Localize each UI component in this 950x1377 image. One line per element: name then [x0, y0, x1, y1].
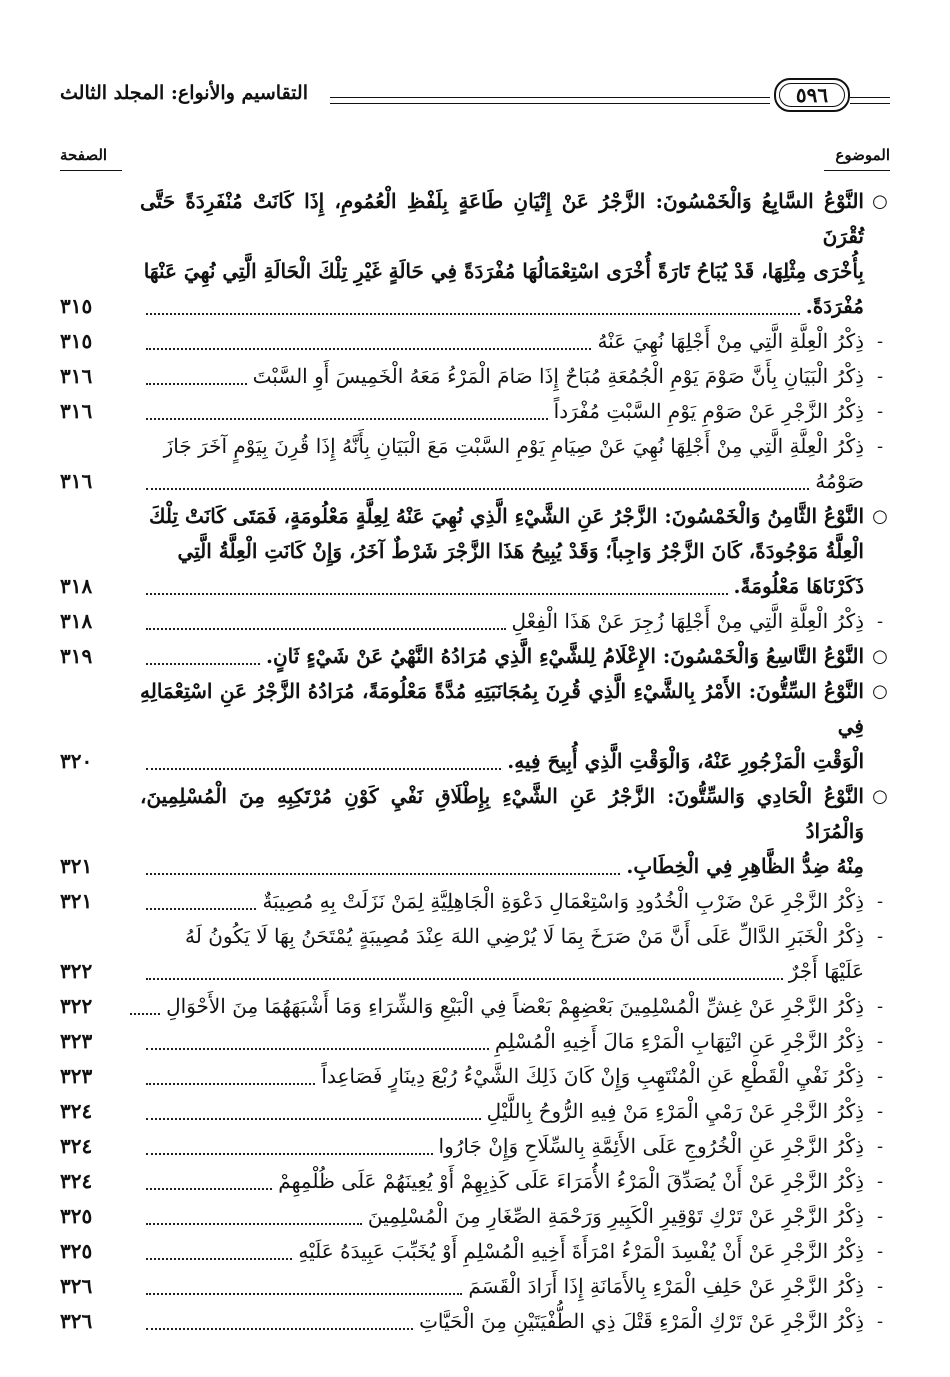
toc-subentry[interactable]	[60, 1269, 890, 1304]
entry-text	[140, 779, 864, 884]
entry-text	[140, 919, 864, 989]
entry-line: بِأُخْرَى مِثْلِهَا، قَدْ يُبَاحُ تَارَةً أُخْرَى اسْتِعْمَالُهَا مُفْرَدَةً فِي حَالَةٍ غَيْرِ تِلْكَ الْحَالَةِ الَّتِي نُهِيَ عَنْهَا	[143, 259, 864, 283]
dot-leader	[146, 628, 506, 630]
entry-page-number: ٣٢٦	[60, 1309, 93, 1333]
toc-subentry[interactable]	[60, 1024, 890, 1059]
dash-bullet-icon: -	[876, 1276, 884, 1297]
entry-text	[140, 639, 864, 674]
entry-page-number: ٣٢٤	[60, 1169, 93, 1193]
page-number-box	[774, 78, 850, 112]
dot-leader	[146, 663, 260, 665]
entry-line: النَّوْعُ السَّابِعُ وَالْخَمْسُونَ: الزَّجْرُ عَنْ إِتْيَانِ طَاعَةٍ بِلَفْظِ الْعُمُومِ، إِذَا كَانَتْ مُنْفَرِدَةً حَتَّى تُقْرَنَ	[140, 189, 864, 248]
dash-bullet-icon: -	[876, 926, 884, 947]
entry-last-line	[140, 1094, 864, 1129]
circle-bullet-icon: ○	[872, 786, 888, 807]
toc-subentry[interactable]	[60, 324, 890, 359]
toc-section-entry[interactable]	[60, 184, 890, 324]
entry-last-line	[140, 954, 864, 989]
entry-title: ذِكْرُ الزَّجْرِ عَنِ انْتِهَابِ الْمَرْءِ مَالَ أَخِيهِ الْمُسْلِمِ	[494, 1029, 864, 1053]
entry-text	[140, 1234, 864, 1269]
dash-bullet-icon: -	[876, 611, 884, 632]
table-of-contents	[60, 184, 890, 1339]
running-title: التقاسيم والأنواع: المجلد الثالث	[60, 82, 308, 104]
dash-bullet-icon: -	[876, 1206, 884, 1227]
entry-text	[140, 674, 864, 779]
entry-last-line	[140, 1199, 864, 1234]
entry-text	[140, 499, 864, 604]
page-column-header: الصفحة	[60, 146, 108, 164]
entry-line: الْعِلَّةُ مَوْجُودَةً، كَانَ الزَّجْرُ وَاجِباً؛ وَقَدْ يُبِيحُ هَذَا الزَّجْرَ شَرْطٌ آخَرُ، وَإِنْ كَانَتِ الْعِلَّةُ الَّتِي	[177, 539, 864, 563]
dash-bullet-icon: -	[876, 401, 884, 422]
entry-line: النَّوْعُ الْحَادِي وَالسِّتُّونَ: الزَّجْرُ عَنِ الشَّيْءِ بِإِطْلَاقِ نَفْيِ كَوْنِ مُرْتَكِبِهِ مِنَ الْمُسْلِمِينَ، وَالْمُرَادُ	[140, 784, 864, 843]
dot-leader	[146, 1328, 413, 1330]
entry-page-number: ٣١٦	[60, 364, 93, 388]
entry-title: ذِكْرُ الزَّجْرِ عَنْ أَنْ يُفْسِدَ الْمَرْءُ امْرَأَةَ أَخِيهِ الْمُسْلِمِ أَوْ يُخَبِّبَ عَبِيدَهُ عَلَيْهِ	[298, 1239, 864, 1263]
entry-page-number: ٣١٨	[60, 574, 93, 598]
entry-title: ذَكَرْنَاهَا مَعْلُومَةً.	[733, 574, 864, 598]
entry-text	[140, 324, 864, 359]
entry-title: ذِكْرُ الْعِلَّةِ الَّتِي مِنْ أَجْلِهَا نُهِيَ عَنْهُ	[597, 329, 864, 353]
toc-subentry[interactable]	[60, 1129, 890, 1164]
entry-page-number: ٣٢٤	[60, 1099, 93, 1123]
entry-text	[140, 989, 864, 1024]
entry-title: ذِكْرُ الزَّجْرِ عَنْ ضَرْبِ الْخُدُودِ وَاسْتِعْمَالِ دَعْوَةِ الْجَاهِلِيَّةِ لِمَنْ نَزَلَتْ بِهِ مُصِيبَةٌ	[262, 889, 864, 913]
dash-bullet-icon: -	[876, 1101, 884, 1122]
dot-leader	[146, 593, 728, 595]
entry-line: النَّوْعُ الثَّامِنُ وَالْخَمْسُونَ: الزَّجْرُ عَنِ الشَّيْءِ الَّذِي نُهِيَ عَنْهُ لِعِلَّةٍ مَعْلُومَةٍ، فَمَتَى كَانَتْ تِلْكَ	[149, 504, 864, 528]
toc-subentry[interactable]	[60, 359, 890, 394]
toc-subentry[interactable]	[60, 1164, 890, 1199]
entry-last-line	[140, 464, 864, 499]
entry-text	[140, 429, 864, 499]
dot-leader	[146, 908, 256, 910]
entry-title: عَلَيْهَا أَجْرٌ	[788, 959, 864, 983]
dot-leader	[146, 488, 809, 490]
header-rule	[330, 97, 770, 104]
topic-underline	[824, 170, 890, 171]
entry-title: ذِكْرُ الزَّجْرِ عَنْ تَرْكِ تَوْقِيرِ الْكَبِيرِ وَرَحْمَةِ الصِّغَارِ مِنَ الْمُسْلِمِينَ	[367, 1204, 864, 1228]
dot-leader	[146, 873, 620, 875]
toc-subentry[interactable]	[60, 1199, 890, 1234]
entry-title: مِنْهُ ضِدُّ الظَّاهِرِ فِي الْخِطَابِ.	[626, 854, 864, 878]
dot-leader	[146, 1223, 362, 1225]
entry-title: ذِكْرُ الزَّجْرِ عَنْ حَلِفِ الْمَرْءِ بِالأَمَانَةِ إِذَا أَرَادَ الْقَسَمَ	[468, 1274, 864, 1298]
entry-page-number: ٣١٥	[60, 329, 93, 353]
column-headers	[60, 146, 890, 174]
entry-last-line	[140, 639, 864, 674]
toc-section-entry[interactable]	[60, 674, 890, 779]
entry-text	[140, 1304, 864, 1339]
dash-bullet-icon: -	[876, 1031, 884, 1052]
entry-title: ذِكْرُ الزَّجْرِ عَنْ صَوْمِ يَوْمِ السَّبْتِ مُفْرَداً	[553, 399, 864, 423]
entry-title: صَوْمُهُ	[815, 469, 864, 493]
entry-page-number: ٣١٥	[60, 294, 93, 318]
dash-bullet-icon: -	[876, 1136, 884, 1157]
toc-subentry[interactable]	[60, 1094, 890, 1129]
entry-last-line	[140, 1059, 864, 1094]
dash-bullet-icon: -	[876, 331, 884, 352]
entry-text	[140, 184, 864, 324]
entry-last-line	[140, 1024, 864, 1059]
entry-page-number: ٣٢٥	[60, 1239, 93, 1263]
entry-page-number: ٣٢٢	[60, 994, 93, 1018]
toc-subentry[interactable]	[60, 919, 890, 989]
dash-bullet-icon: -	[876, 366, 884, 387]
entry-page-number: ٣٢٥	[60, 1204, 93, 1228]
entry-last-line	[140, 849, 864, 884]
entry-page-number: ٣١٦	[60, 469, 93, 493]
dot-leader	[146, 978, 783, 980]
entry-last-line	[140, 1304, 864, 1339]
dash-bullet-icon: -	[876, 1171, 884, 1192]
entry-page-number: ٣٢٣	[60, 1029, 93, 1053]
entry-page-number: ٣١٨	[60, 609, 93, 633]
toc-subentry[interactable]	[60, 429, 890, 499]
entry-page-number: ٣٢٤	[60, 1134, 93, 1158]
page-underline	[60, 170, 122, 171]
dot-leader	[146, 1048, 489, 1050]
dash-bullet-icon: -	[876, 891, 884, 912]
entry-last-line	[140, 1129, 864, 1164]
dash-bullet-icon: -	[876, 1241, 884, 1262]
toc-subentry[interactable]	[60, 884, 890, 919]
toc-section-entry[interactable]	[60, 779, 890, 884]
entry-title: ذِكْرُ الزَّجْرِ عَنْ رَمْيِ الْمَرْءِ مَنْ فِيهِ الرُّوحُ بِاللَّيْلِ	[486, 1099, 864, 1123]
entry-page-number: ٣١٦	[60, 399, 93, 423]
toc-section-entry[interactable]	[60, 499, 890, 604]
circle-bullet-icon: ○	[872, 191, 888, 212]
entry-last-line	[140, 989, 864, 1024]
entry-text	[140, 1094, 864, 1129]
dot-leader	[146, 313, 800, 315]
entry-last-line	[140, 569, 864, 604]
entry-title: ذِكْرُ نَفْيِ الْقَطْعِ عَنِ الْمُنْتَهِبِ وَإِنْ كَانَ ذَلِكَ الشَّيْءُ رُبْعَ دِينَارٍ فَصَاعِداً	[321, 1064, 864, 1088]
toc-subentry[interactable]	[60, 604, 890, 639]
page-header	[60, 78, 890, 118]
entry-line: النَّوْعُ السِّتُّونَ: الأَمْرُ بِالشَّيْءِ الَّذِي قُرِنَ بِمُجَانَبَتِهِ مُدَّةً مَعْلُومَةً، مُرَادُهُ الزَّجْرُ عَنِ اسْتِعْمَالِهِ فِي	[140, 679, 864, 738]
entry-text	[140, 1024, 864, 1059]
entry-page-number: ٣١٩	[60, 644, 93, 668]
dot-leader	[146, 1293, 462, 1295]
dot-leader	[130, 1013, 160, 1015]
dot-leader	[146, 768, 501, 770]
entry-page-number: ٣٢١	[60, 889, 93, 913]
entry-title: مُفْرَدَةً.	[805, 294, 864, 318]
entry-title: ذِكْرُ الْعِلَّةِ الَّتِي مِنْ أَجْلِهَا زُجِرَ عَنْ هَذَا الْفِعْلِ	[511, 609, 864, 633]
dot-leader	[146, 1258, 292, 1260]
dash-bullet-icon: -	[876, 436, 884, 457]
entry-page-number: ٣٢٢	[60, 959, 93, 983]
entry-last-line	[140, 604, 864, 639]
dash-bullet-icon: -	[876, 996, 884, 1017]
entry-text	[140, 1129, 864, 1164]
entry-last-line	[140, 359, 864, 394]
entry-last-line	[140, 289, 864, 324]
entry-title: ذِكْرُ الزَّجْرِ عَنِ الْخُرُوجِ عَلَى الأَئِمَّةِ بِالسِّلَاحِ وَإِنْ جَارُوا	[438, 1134, 864, 1158]
topic-column-header: الموضوع	[835, 146, 890, 164]
circle-bullet-icon: ○	[872, 506, 888, 527]
toc-section-entry[interactable]	[60, 639, 890, 674]
entry-last-line	[140, 744, 864, 779]
toc-subentry[interactable]	[60, 394, 890, 429]
entry-text	[140, 604, 864, 639]
entry-title: الْوَقْتِ الْمَزْجُورِ عَنْهُ، وَالْوَقْتِ الَّذِي أُبِيحَ فِيهِ.	[507, 749, 864, 773]
toc-subentry[interactable]	[60, 989, 890, 1024]
entry-page-number: ٣٢٠	[60, 749, 93, 773]
dot-leader	[146, 1118, 481, 1120]
toc-subentry[interactable]	[60, 1304, 890, 1339]
dot-leader	[146, 1153, 433, 1155]
entry-last-line	[140, 884, 864, 919]
entry-last-line	[140, 1164, 864, 1199]
entry-last-line	[140, 1234, 864, 1269]
dot-leader	[146, 383, 247, 385]
entry-title: النَّوْعُ التَّاسِعُ وَالْخَمْسُونَ: الإِعْلَامُ لِلشَّيْءِ الَّذِي مُرَادُهُ النَّهْيُ عَنْ شَيْءٍ ثَانٍ.	[266, 644, 864, 668]
entry-text	[140, 359, 864, 394]
circle-bullet-icon: ○	[872, 646, 888, 667]
entry-text	[140, 394, 864, 429]
toc-subentry[interactable]	[60, 1234, 890, 1269]
header-rule-right	[850, 97, 890, 104]
entry-text	[140, 1269, 864, 1304]
entry-title: ذِكْرُ الزَّجْرِ عَنْ أَنْ يُصَدِّقَ الْمَرْءُ الأُمَرَاءَ عَلَى كَذِبِهِمْ أَوْ يُعِينَهُمْ عَلَى ظُلْمِهِمْ	[278, 1169, 864, 1193]
entry-page-number: ٣٢٦	[60, 1274, 93, 1298]
entry-title: ذِكْرُ الزَّجْرِ عَنْ غِشِّ الْمُسْلِمِينَ بَعْضِهِمْ بَعْضاً فِي الْبَيْعِ وَالشِّرَاءِ وَمَا أَشْبَهَهُمَا مِنَ الأَحْوَالِ	[166, 994, 864, 1018]
dot-leader	[146, 348, 591, 350]
entry-last-line	[140, 1269, 864, 1304]
entry-page-number: ٣٢٣	[60, 1064, 93, 1088]
entry-title: ذِكْرُ الْبَيَانِ بِأَنَّ صَوْمَ يَوْمِ الْجُمُعَةِ مُبَاحٌ إِذَا صَامَ الْمَرْءُ مَعَهُ الْخَمِيسَ أَوِ السَّبْتَ	[252, 364, 864, 388]
entry-text	[140, 1059, 864, 1094]
entry-line: ذِكْرُ الْخَبَرِ الدَّالِّ عَلَى أَنَّ مَنْ صَرَخَ بِمَا لَا يُرْضِي اللهَ عِنْدَ مُصِيبَةٍ يُمْتَحَنُ بِهَا لَا يَكُونُ لَهُ	[185, 924, 864, 948]
dot-leader	[146, 1188, 272, 1190]
dash-bullet-icon: -	[876, 1066, 884, 1087]
entry-line: ذِكْرُ الْعِلَّةِ الَّتِي مِنْ أَجْلِهَا نُهِيَ عَنْ صِيَامِ يَوْمِ السَّبْتِ مَعَ الْبَيَانِ بِأَنَّهُ إِذَا قُرِنَ بِيَوْمٍ آخَرَ جَازَ	[163, 434, 864, 458]
entry-text	[140, 884, 864, 919]
toc-subentry[interactable]	[60, 1059, 890, 1094]
entry-text	[140, 1164, 864, 1199]
page-number: ٥٩٦	[795, 83, 829, 107]
entry-title: ذِكْرُ الزَّجْرِ عَنْ تَرْكِ الْمَرْءِ قَتْلَ ذِي الطُّفْيَتَيْنِ مِنَ الْحَيَّاتِ	[419, 1309, 864, 1333]
entry-page-number: ٣٢١	[60, 854, 93, 878]
entry-last-line	[140, 324, 864, 359]
dash-bullet-icon: -	[876, 1311, 884, 1332]
entry-last-line	[140, 394, 864, 429]
dot-leader	[146, 418, 548, 420]
entry-text	[140, 1199, 864, 1234]
dot-leader	[146, 1083, 315, 1085]
circle-bullet-icon: ○	[872, 681, 888, 702]
